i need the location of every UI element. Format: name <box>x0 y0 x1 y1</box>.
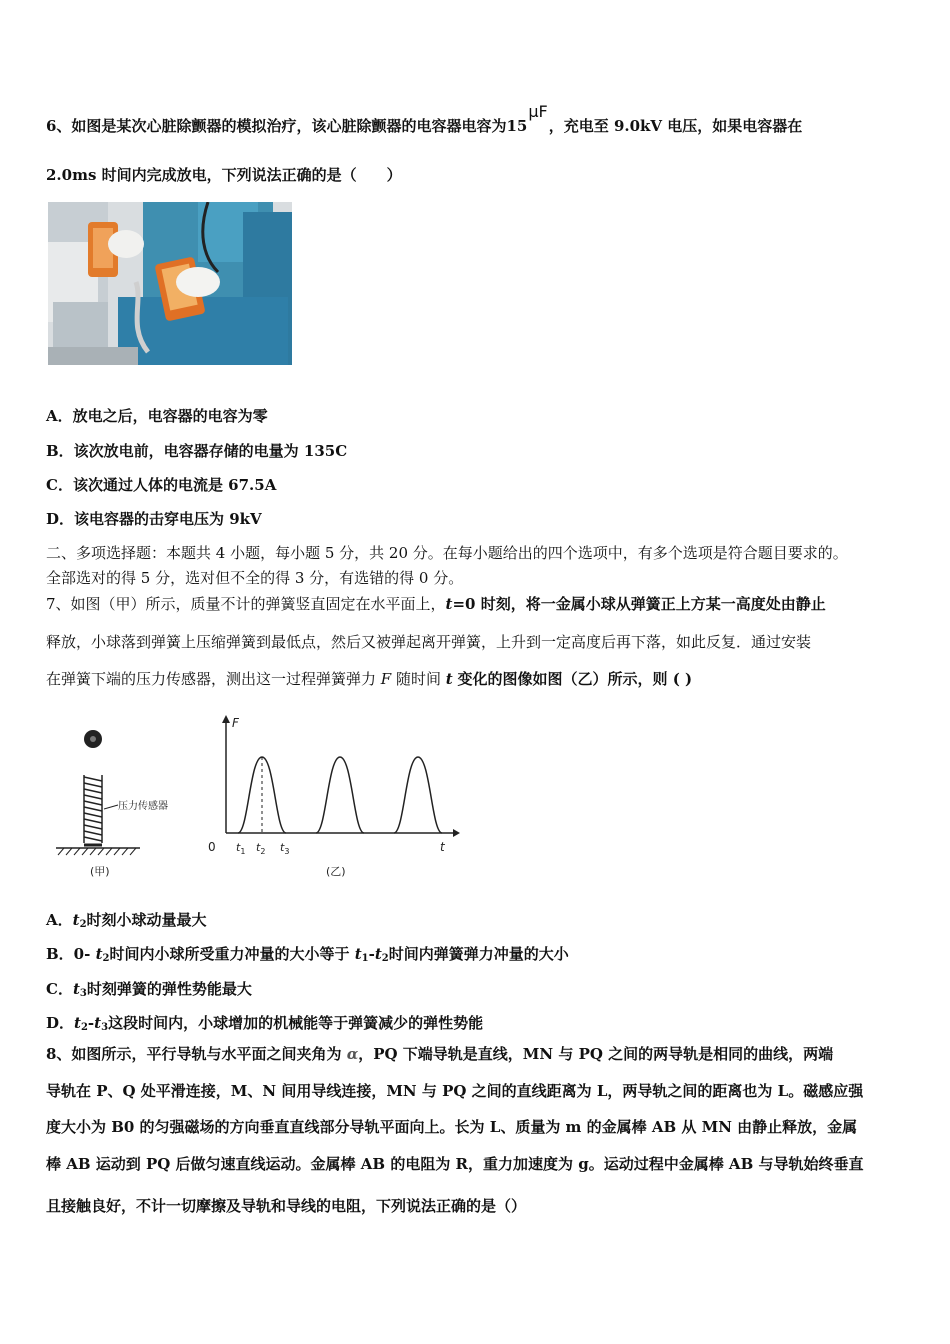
q7-optB-t1: t <box>95 945 103 963</box>
tick-t2: $t_2$ <box>256 841 266 856</box>
label-yi: (乙) <box>326 865 346 878</box>
q7-optD-t1: t <box>74 1014 81 1032</box>
tick-t3: $t_3$ <box>280 841 290 856</box>
defibrillator-photo <box>48 202 292 365</box>
q7-optC-t: t <box>72 980 80 998</box>
q6-line2: 2.0ms 时间内完成放电，下列说法正确的是（ ） <box>46 166 402 184</box>
q6-option-a: A．放电之后，电容器的电容为零 <box>46 407 268 425</box>
q8-line2: 导轨在 P、Q 处平滑连接，M、N 间用导线连接，MN 与 PQ 之间的直线距离为 L，两导轨之间的距离也为 L。磁感应强 <box>46 1082 864 1100</box>
q6-line1-text-b: ，充电至 9.0kV 电压，如果电容器在 <box>548 117 803 135</box>
section2-line1: 二、多项选择题：本题共 4 小题，每小题 5 分，共 20 分。在每小题给出的四个选项中，有多个选项是符合题目要求的。 <box>46 544 848 562</box>
q7-optB-s1: 2 <box>102 953 110 964</box>
q8-line5: 且接触良好，不计一切摩擦及导轨和导线的电阻，下列说法正确的是（） <box>46 1197 527 1215</box>
q8-line3: 度大小为 B0 的匀强磁场的方向垂直直线部分导轨平面向上。长为 L、质量为 m 的金属棒 AB 从 MN 由静止释放，金属 <box>46 1118 858 1136</box>
axis-t-label: t <box>440 840 445 854</box>
alpha-symbol: α <box>346 1045 359 1063</box>
q6-line1-text-a: 6、如图是某次心脏除颤器的模拟治疗，该心脏除颤器的电容器电容为 <box>46 117 507 135</box>
q7-line3 <box>46 669 692 689</box>
q6-option-b: B．该次放电前，电容器存储的电量为 135C <box>46 442 348 460</box>
tick-t1: $t_1$ <box>236 841 246 856</box>
q7-optD-text: 这段时间内，小球增加的机械能等于弹簧减少的弹性势能 <box>108 1014 484 1032</box>
q7-option-d <box>46 1013 483 1038</box>
origin-label: 0 <box>208 840 216 854</box>
label-jia: (甲) <box>90 865 110 878</box>
q6-option-c: C．该次通过人体的电流是 67.5A <box>46 476 277 494</box>
q7-optC-text: 时刻弹簧的弹性势能最大 <box>86 980 252 998</box>
q8-line1-b: ，PQ 下端导轨是直线，MN 与 PQ 之间的两导轨是相同的曲线，两端 <box>358 1045 834 1063</box>
q7-line1-b: =0 时刻，将一金属小球从弹簧正上方某一高度处由静止 <box>452 595 826 613</box>
axis-F-label: F <box>232 716 239 730</box>
q7-optA-t: t <box>72 911 80 929</box>
q7-optD-prefix: D． <box>46 1014 75 1032</box>
q7-line3-b: 随时间 <box>396 670 442 688</box>
q7-option-c <box>46 979 252 1004</box>
q7-line3-c: 变化的图像如图（乙）所示，则 ( ) <box>457 670 693 688</box>
q7-optB-prefix: B．0- <box>46 945 96 963</box>
q7-line2: 释放，小球落到弹簧上压缩弹簧到最低点，然后又被弹起离开弹簧，上升到一定高度后再下落，如此反复．通过安装 <box>46 633 812 651</box>
q7-line3-a: 在弹簧下端的压力传感器，测出这一过程弹簧弹力 <box>46 670 377 688</box>
force-peak-2 <box>316 757 364 833</box>
q7-optD-s2: 3 <box>101 1022 109 1033</box>
q8-line1-a: 8、如图所示，平行导轨与水平面之间夹角为 <box>46 1045 342 1063</box>
q7-optB-dash: - <box>368 945 375 963</box>
q7-line3-t: t <box>445 670 453 688</box>
q7-optD-s1: 2 <box>80 1022 88 1033</box>
q7-optA-sub: 2 <box>79 919 87 930</box>
capacitance-value: 15 <box>506 117 528 135</box>
spring-icon <box>84 775 102 845</box>
q7-optB-text-d: 时间内弹簧弹力冲量的大小 <box>388 945 569 963</box>
spring-force-figure <box>48 705 468 885</box>
q7-optD-t2: t <box>94 1014 102 1032</box>
q7-optB-t3: t <box>374 945 382 963</box>
force-peak-3 <box>394 757 442 833</box>
section2-line2: 全部选对的得 5 分，选对但不全的得 3 分，有选错的得 0 分。 <box>46 569 464 587</box>
sensor-label: 压力传感器 <box>118 801 168 812</box>
capacitance-unit: μF <box>528 102 548 121</box>
q7-optB-t2: t <box>354 945 362 963</box>
q8-line1 <box>46 1044 833 1064</box>
q7-optD-dash: - <box>87 1014 95 1032</box>
q7-line1 <box>46 594 826 614</box>
q7-optB-s3: 2 <box>381 953 389 964</box>
q7-optC-prefix: C． <box>46 980 73 998</box>
q7-optA-prefix: A． <box>46 911 73 929</box>
q6-line1 <box>46 102 803 136</box>
q7-line1-a: 7、如图（甲）所示，质量不计的弹簧竖直固定在水平面上， <box>46 595 446 613</box>
q7-line3-F: F <box>380 670 392 688</box>
q7-option-a <box>46 910 207 935</box>
q7-optB-text-b: 时间内小球所受重力冲量的大小等于 <box>109 945 355 963</box>
q7-line1-t: t <box>445 595 453 613</box>
q6-option-d: D．该电容器的击穿电压为 9kV <box>46 510 262 528</box>
q7-optA-text: 时刻小球动量最大 <box>86 911 207 929</box>
q7-optB-s2: 1 <box>361 953 369 964</box>
q8-line4: 棒 AB 运动到 PQ 后做匀速直线运动。金属棒 AB 的电阻为 R，重力加速度为 g。运动过程中金属棒 AB 与导轨始终垂直 <box>46 1155 864 1173</box>
q7-option-b <box>46 944 569 969</box>
q7-optC-sub: 3 <box>79 988 87 999</box>
